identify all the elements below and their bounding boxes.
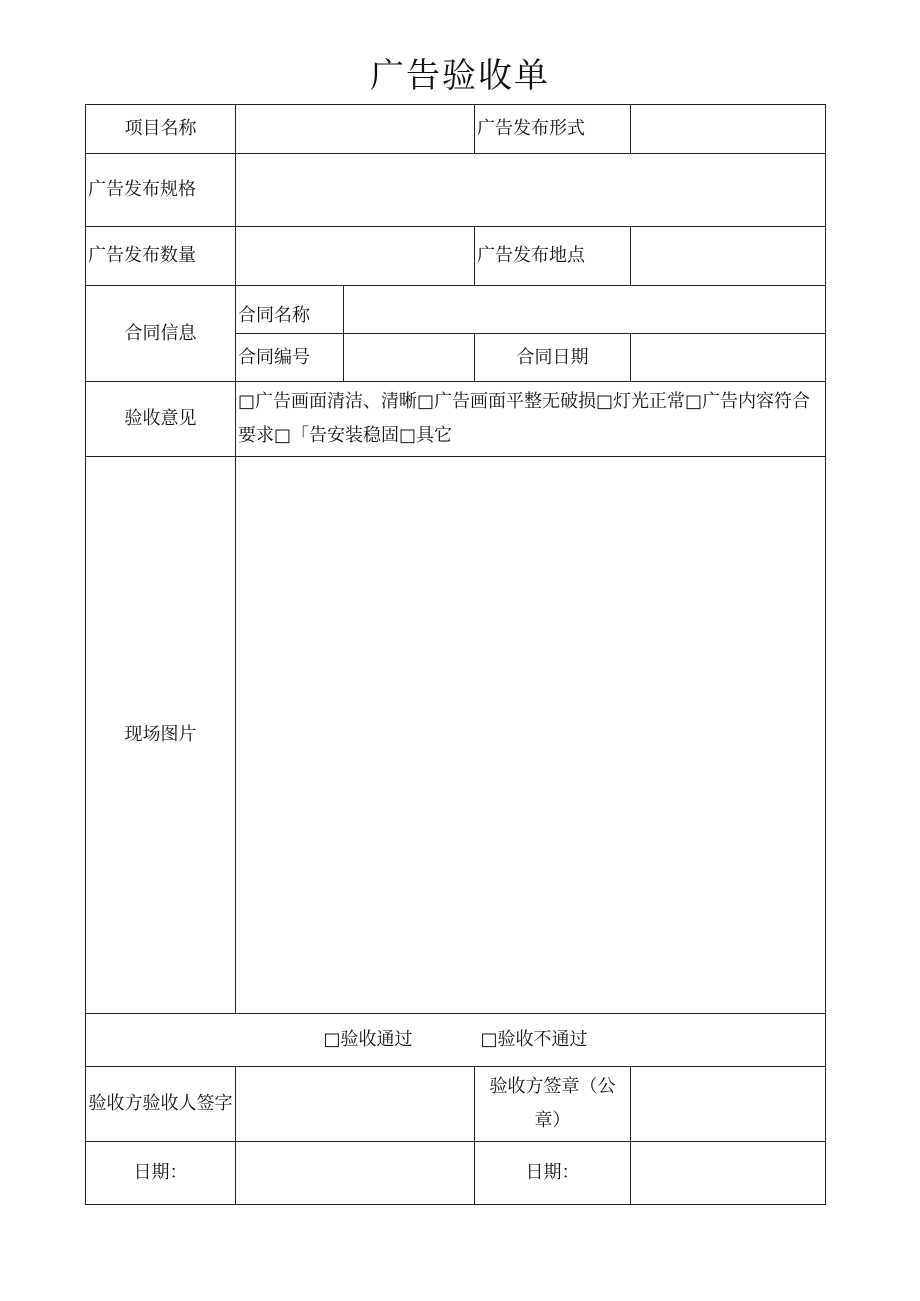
acceptance-form-table	[85, 104, 826, 1205]
field-contract-name[interactable]	[344, 286, 826, 334]
field-inspector-signature[interactable]	[236, 1067, 475, 1142]
row-acceptance-opinion	[86, 382, 826, 457]
acceptance-opinion-checklist[interactable]: □广告画面清洁、清晰□广告画面平整无破损□灯光正常□广告内容符合要求□「告安装稳固□具它	[236, 382, 826, 457]
label-publish-quantity: 广告发布数量	[86, 227, 236, 286]
field-publish-quantity[interactable]	[236, 227, 475, 286]
label-date-left: 日期：	[86, 1142, 236, 1205]
label-contract-name: 合同名称	[236, 286, 344, 334]
row-site-photo	[86, 457, 826, 1014]
field-contract-date[interactable]	[631, 334, 826, 382]
row-date	[86, 1142, 826, 1205]
label-inspector-signature: 验收方验收人签字	[86, 1067, 236, 1142]
field-date-left[interactable]	[236, 1142, 475, 1205]
row-acceptance-result	[86, 1014, 826, 1067]
label-inspector-seal: 验收方签章（公章）	[475, 1067, 631, 1142]
acceptance-result-cell	[86, 1014, 826, 1067]
field-date-right[interactable]	[631, 1142, 826, 1205]
field-contract-number[interactable]	[344, 334, 475, 382]
page-title: 广告验收单	[370, 56, 550, 96]
label-date-right: 日期：	[475, 1142, 631, 1205]
field-publish-spec[interactable]	[236, 154, 826, 227]
checkbox-pass[interactable]: □验收通过	[323, 1029, 413, 1050]
row-project-name	[86, 105, 826, 154]
field-publish-location[interactable]	[631, 227, 826, 286]
label-publish-location: 广告发布地点	[475, 227, 631, 286]
row-contract-name	[86, 286, 826, 334]
row-signature	[86, 1067, 826, 1142]
label-project-name: 项目名称	[86, 105, 236, 154]
field-publish-form[interactable]	[631, 105, 826, 154]
field-site-photo[interactable]	[236, 457, 826, 1014]
row-publish-quantity	[86, 227, 826, 286]
label-contract-number: 合同编号	[236, 334, 344, 382]
label-publish-form: 广告发布形式	[475, 105, 631, 154]
field-project-name[interactable]	[236, 105, 475, 154]
field-inspector-seal[interactable]	[631, 1067, 826, 1142]
label-site-photo: 现场图片	[86, 457, 236, 1014]
checkbox-fail[interactable]: □验收不通过	[480, 1029, 588, 1050]
label-publish-spec: 广告发布规格	[86, 154, 236, 227]
row-publish-spec	[86, 154, 826, 227]
label-acceptance-opinion: 验收意见	[86, 382, 236, 457]
label-contract-info: 合同信息	[86, 286, 236, 382]
label-contract-date: 合同日期	[475, 334, 631, 382]
